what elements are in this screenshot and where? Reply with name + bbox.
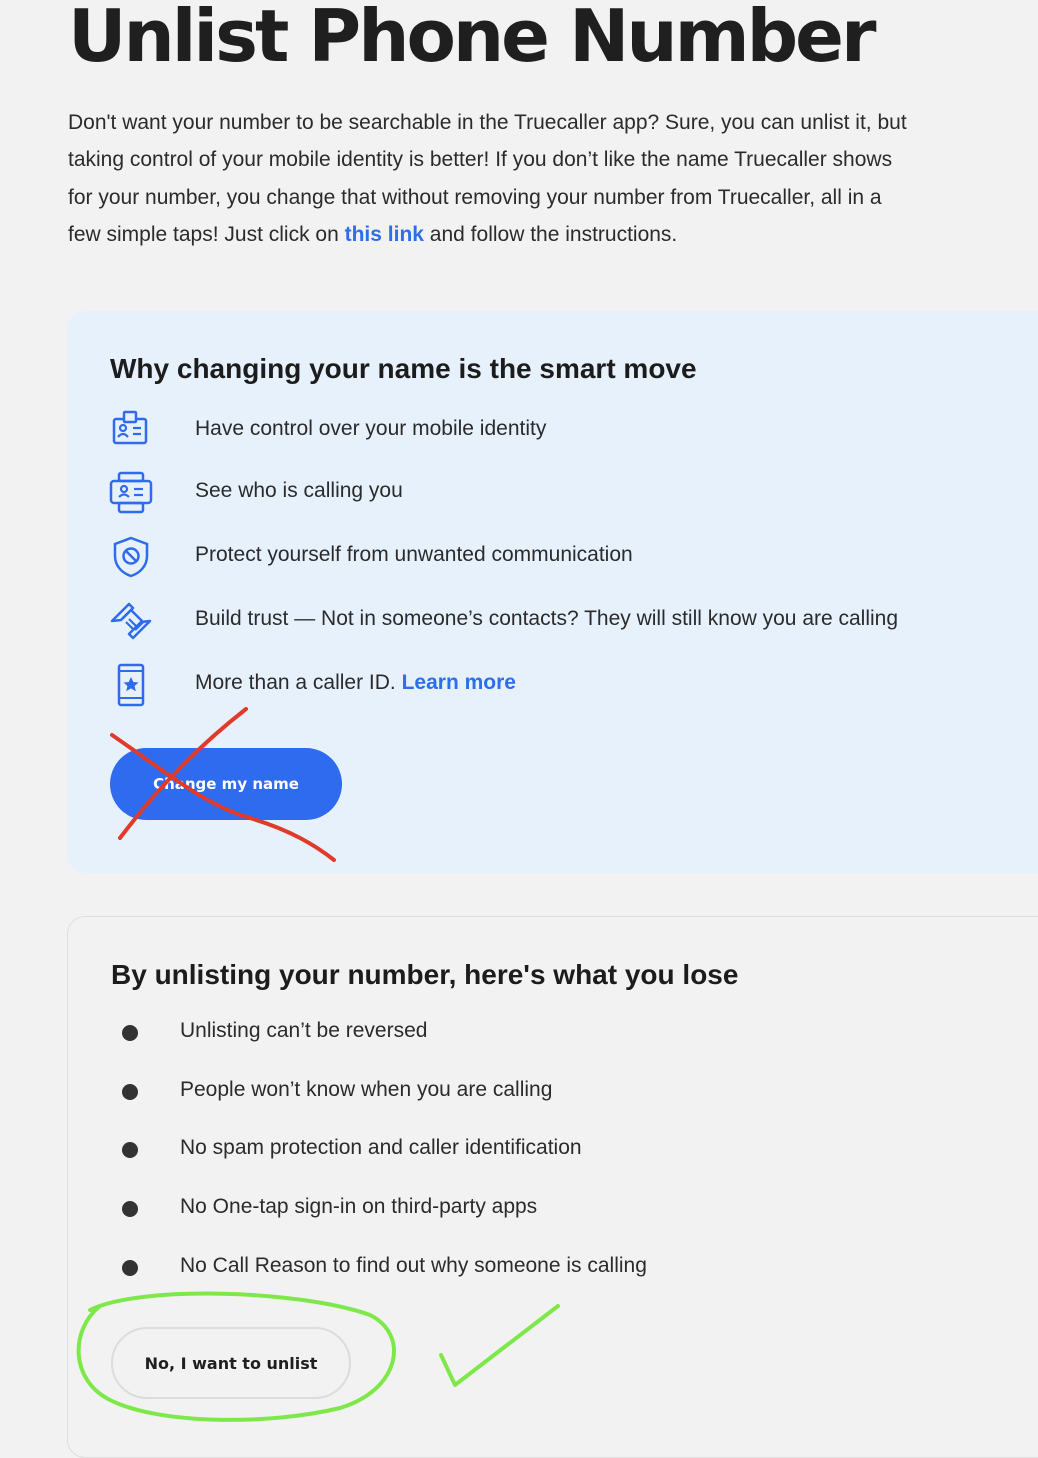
intro-paragraph — [68, 104, 918, 254]
loss-item — [122, 1136, 1022, 1166]
bullet-icon — [122, 1025, 138, 1041]
loss-item — [122, 1195, 1022, 1225]
benefit-label: See who is calling you — [195, 479, 403, 502]
intro-text-start: Don't want your number to be searchable in the Truecaller app? Sure, you can unlist it, but taking control of your mobile identity is better! If you don’t like the name Truecaller shows for your number, you change that without removing your number from Truecaller, all in a few simple taps! Just click on — [68, 111, 907, 247]
benefit-item — [109, 535, 1038, 579]
bullet-icon — [122, 1142, 138, 1158]
phone-star-icon — [109, 663, 153, 707]
handshake-icon — [109, 599, 153, 643]
benefit-item — [109, 409, 1038, 453]
change-my-name-button[interactable]: Change my name — [110, 748, 342, 820]
benefit-label: Protect yourself from unwanted communication — [195, 543, 633, 566]
loss-item — [122, 1019, 1022, 1049]
benefit-item — [109, 599, 1038, 643]
lose-card-title: By unlisting your number, here's what you lose — [111, 959, 739, 990]
benefit-label — [195, 671, 516, 695]
benefit-label-text: More than a caller ID. — [195, 671, 402, 694]
loss-label: People won’t know when you are calling — [180, 1078, 553, 1101]
loss-label: Unlisting can’t be reversed — [180, 1019, 428, 1042]
loss-label: No spam protection and caller identification — [180, 1136, 582, 1159]
page-title: Unlist Phone Number — [68, 0, 874, 78]
learn-more-link[interactable]: Learn more — [401, 671, 516, 694]
intro-text-end: and follow the instructions. — [423, 223, 678, 247]
loss-label: No Call Reason to find out why someone is calling — [180, 1254, 647, 1277]
unlist-button[interactable]: No, I want to unlist — [111, 1327, 351, 1399]
benefit-label: Have control over your mobile identity — [195, 417, 547, 440]
benefit-item — [109, 471, 1038, 515]
shield-block-icon — [109, 535, 153, 579]
this-link[interactable]: this link — [344, 223, 424, 247]
benefit-item — [109, 663, 1038, 707]
bullet-icon — [122, 1084, 138, 1100]
bullet-icon — [122, 1201, 138, 1217]
loss-item — [122, 1078, 1022, 1108]
caller-id-card-icon — [109, 471, 153, 515]
why-change-name-card — [67, 311, 1038, 873]
loss-label: No One-tap sign-in on third-party apps — [180, 1195, 538, 1218]
id-badge-icon — [109, 409, 153, 453]
unlist-consequences-card — [67, 916, 1038, 1458]
why-card-title: Why changing your name is the smart move — [110, 353, 697, 384]
benefit-label: Build trust — Not in someone’s contacts? They will still know you are calling — [195, 607, 899, 630]
bullet-icon — [122, 1260, 138, 1276]
loss-item — [122, 1254, 1022, 1284]
